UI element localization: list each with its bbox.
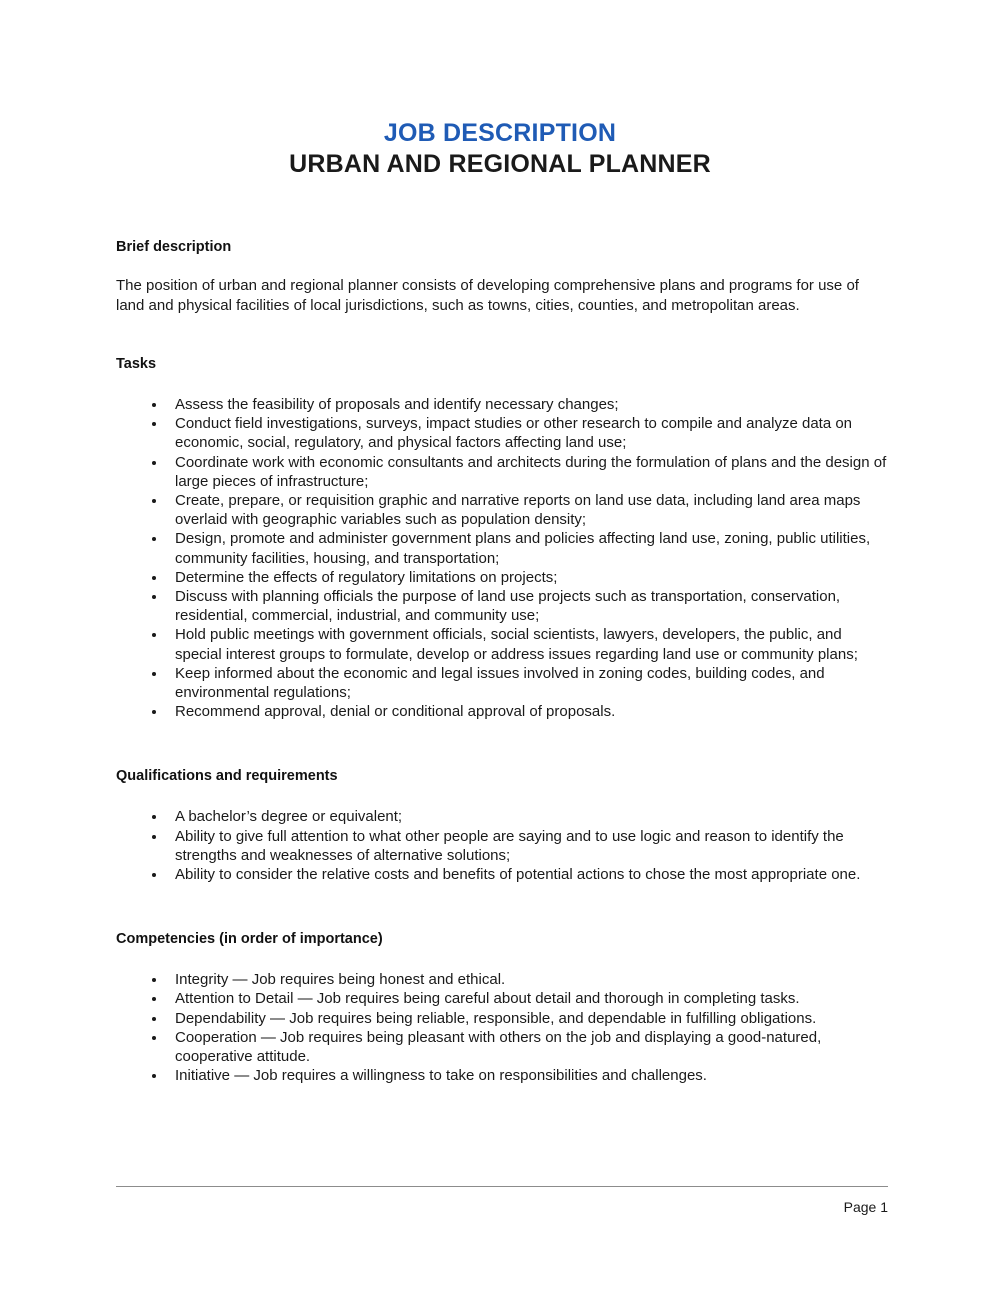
list-item (116, 827, 890, 865)
list-item-text: Recommend approval, denial or conditional approval of proposals. (175, 703, 616, 721)
page-number: Page 1 (843, 1199, 888, 1215)
bullet-icon (152, 1017, 156, 1021)
document-body (116, 238, 890, 1085)
bullet-icon (152, 422, 156, 426)
tasks-list (116, 395, 890, 721)
list-item (116, 865, 890, 884)
competencies-list (116, 970, 890, 1085)
spacer (116, 256, 890, 276)
bullet-icon (152, 710, 156, 714)
bullet-icon (152, 1074, 156, 1078)
bullet-icon (152, 835, 156, 839)
spacer (116, 785, 890, 807)
bullet-icon (152, 873, 156, 877)
list-item-text: Determine the effects of regulatory limitations on projects; (175, 568, 558, 586)
list-item (116, 568, 890, 587)
list-item-text: Coordinate work with economic consultants and architects during the formulation of plans and the design of large pieces of infrastructure; (175, 453, 887, 490)
list-item-text: Assess the feasibility of proposals and identify necessary changes; (175, 396, 619, 413)
list-item-text: Attention to Detail — Job requires being careful about detail and thorough in completing tasks. (175, 990, 800, 1008)
list-item (116, 491, 890, 529)
spacer (116, 373, 890, 395)
bullet-icon (152, 461, 156, 465)
list-item (116, 807, 890, 826)
list-item-text: Hold public meetings with government officials, social scientists, lawyers, developers, the public, and special interest groups to formulate, develop or address issues regarding land use or community plans; (175, 626, 858, 663)
list-item-text: Design, promote and administer government plans and policies affecting land use, zoning, public utilities, community facilities, housing, and transportation; (175, 530, 871, 567)
list-item-text: Cooperation — Job requires being pleasant with others on the job and displaying a good-natured, cooperative attitude. (175, 1028, 822, 1066)
bullet-icon (152, 815, 156, 819)
list-item (116, 702, 890, 721)
spacer (116, 721, 890, 767)
bullet-icon (152, 403, 156, 407)
bullet-icon (152, 633, 156, 637)
bullet-icon (152, 576, 156, 580)
spacer (116, 315, 890, 355)
bullet-icon (152, 997, 156, 1001)
list-item (116, 453, 890, 491)
list-item-text: Keep informed about the economic and legal issues involved in zoning codes, building codes, and environmental regulations; (175, 664, 825, 702)
document-title-secondary: URBAN AND REGIONAL PLANNER (289, 150, 711, 178)
qualifications-list (116, 807, 890, 884)
list-item (116, 529, 890, 567)
list-item (116, 970, 890, 989)
list-item-text: Dependability — Job requires being reliable, responsible, and dependable in fulfilling obligations. (175, 1009, 817, 1027)
list-item-text: Conduct field investigations, surveys, impact studies or other research to compile and analyze data on economic, social, regulatory, and physical factors affecting land use; (175, 415, 853, 452)
list-item (116, 587, 890, 625)
section-heading-qualifications: Qualifications and requirements (116, 768, 338, 785)
bullet-icon (152, 537, 156, 541)
list-item-text: Create, prepare, or requisition graphic and narrative reports on land use data, including land area maps overlaid with geographic variables such as population density; (175, 492, 861, 529)
section-heading-brief-description: Brief description (116, 239, 232, 255)
list-item (116, 1009, 890, 1028)
list-item (116, 395, 890, 414)
section-heading-competencies: Competencies (in order of importance) (116, 931, 383, 948)
list-item (116, 989, 890, 1008)
section-heading-tasks: Tasks (116, 356, 157, 372)
list-item (116, 414, 890, 452)
list-item-text: Integrity — Job requires being honest and ethical. (175, 971, 506, 989)
bullet-icon (152, 499, 156, 503)
list-item-text: Discuss with planning officials the purpose of land use projects such as transportation, conservation, residential, commercial, industrial, and community use; (175, 588, 841, 625)
list-item (116, 1028, 890, 1066)
list-item-text: Initiative — Job requires a willingness to take on responsibilities and challenges. (175, 1067, 707, 1085)
spacer (116, 884, 890, 930)
page-footer (116, 1186, 888, 1216)
list-item (116, 625, 890, 663)
spacer (116, 948, 890, 970)
footer-divider (116, 1186, 888, 1187)
bullet-icon (152, 595, 156, 599)
document-title-primary: JOB DESCRIPTION (383, 119, 617, 147)
brief-description-paragraph: The position of urban and regional planner consists of developing comprehensive plans and programs for use of land and physical facilities of local jurisdictions, such as towns, cities, counties, and metropolitan areas. (116, 277, 859, 314)
document-title (0, 118, 1000, 180)
list-item (116, 664, 890, 702)
list-item (116, 1066, 890, 1085)
list-item-text: Ability to consider the relative costs and benefits of potential actions to chose the most appropriate one. (175, 866, 861, 884)
list-item-text: Ability to give full attention to what other people are saying and to use logic and reason to identify the strengths and weaknesses of alternative solutions; (175, 827, 844, 864)
bullet-icon (152, 978, 156, 982)
bullet-icon (152, 672, 156, 676)
list-item-text: A bachelor’s degree or equivalent; (175, 808, 403, 826)
bullet-icon (152, 1036, 156, 1040)
